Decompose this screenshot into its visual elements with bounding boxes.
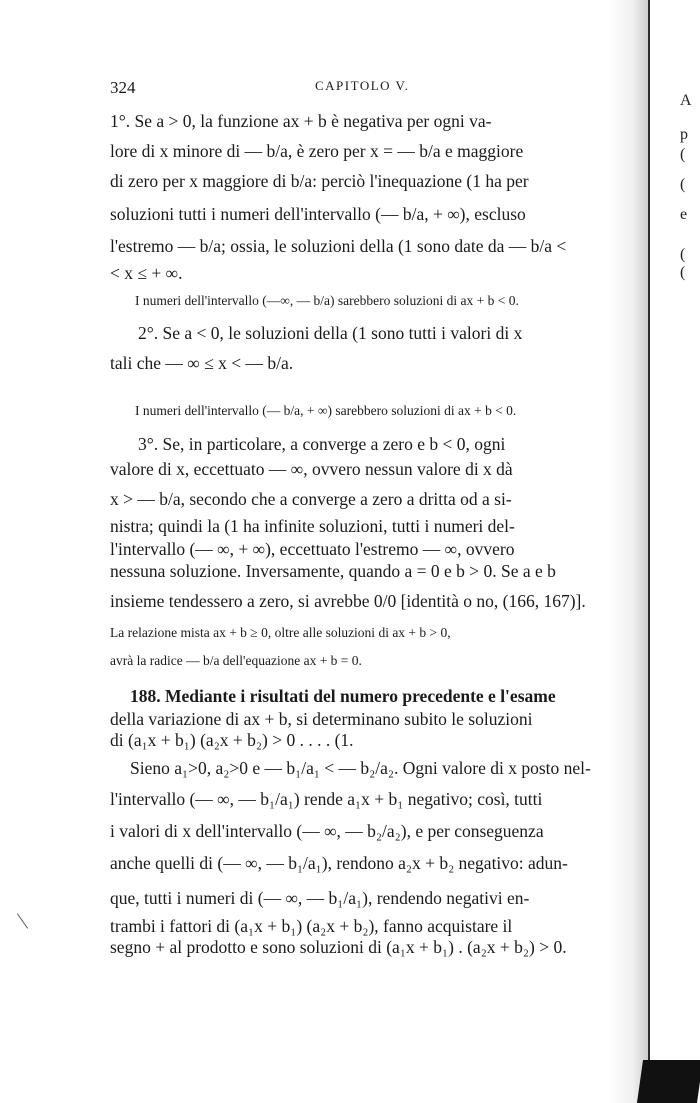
text-line: Sieno a₁>0, a₂>0 e — b₁/a₁ < — b₂/a₂. Ogni valore di x posto nel- bbox=[130, 758, 591, 778]
page-fold-shadow bbox=[608, 0, 650, 1103]
edge-glyph: A bbox=[680, 92, 692, 109]
text-line: que, tutti i numeri di (— ∞, — b₁/a₁), rendendo negativi en- bbox=[110, 888, 530, 908]
text-line: x > — b/a, secondo che a converge a zero a dritta od a si- bbox=[110, 489, 512, 509]
edge-glyph: ( bbox=[680, 176, 686, 193]
text-line: i valori di x dell'intervallo (— ∞, — b₂/a₂), e per conseguenza bbox=[110, 821, 544, 841]
text-line: l'intervallo (— ∞, — b₁/a₁) rende a₁x + b₁ negativo; così, tutti bbox=[110, 789, 543, 809]
text-line: della variazione di ax + b, si determinano subito le soluzioni bbox=[110, 709, 533, 729]
text-line: soluzioni tutti i numeri dell'intervallo (— b/a, + ∞), escluso bbox=[110, 204, 526, 224]
binding-shadow bbox=[637, 1060, 700, 1103]
text-line: anche quelli di (— ∞, — b₁/a₁), rendono a₂x + b₂ negativo: adun- bbox=[110, 853, 568, 873]
text-line: 3°. Se, in particolare, a converge a zero e b < 0, ogni bbox=[138, 434, 506, 454]
text-line: nistra; quindi la (1 ha infinite soluzioni, tutti i numeri del- bbox=[110, 516, 515, 536]
text-line: lore di x minore di — b/a, è zero per x = — b/a e maggiore bbox=[110, 141, 524, 161]
text-line: nessuna soluzione. Inversamente, quando a = 0 e b > 0. Se a e b bbox=[110, 561, 556, 581]
page-number: 324 bbox=[110, 78, 136, 97]
edge-glyph: ( bbox=[680, 246, 686, 263]
running-header bbox=[110, 78, 620, 102]
edge-glyph: ( bbox=[680, 146, 686, 163]
edge-glyph: ( bbox=[680, 264, 686, 281]
note-line: I numeri dell'intervallo (— b/a, + ∞) sarebbero soluzioni di ax + b < 0. bbox=[135, 403, 517, 418]
edge-glyph: e bbox=[680, 206, 688, 223]
text-line: insieme tendessero a zero, si avrebbe 0/0 [identità o no, (166, 167)]. bbox=[110, 591, 586, 611]
text-line: < x ≤ + ∞. bbox=[110, 263, 183, 283]
text-line: di (a₁x + b₁) (a₂x + b₂) > 0 . . . . (1. bbox=[110, 730, 354, 750]
chapter-title: CAPITOLO V. bbox=[315, 78, 410, 93]
text-line: tali che — ∞ ≤ x < — b/a. bbox=[110, 353, 294, 373]
text-line: segno + al prodotto e sono soluzioni di (a₁x + b₁) . (a₂x + b₂) > 0. bbox=[110, 937, 567, 957]
note-line: I numeri dell'intervallo (—∞, — b/a) sarebbero soluzioni di ax + b < 0. bbox=[135, 293, 519, 308]
text-line: l'estremo — b/a; ossia, le soluzioni della (1 sono date da — b/a < bbox=[110, 236, 567, 256]
text-line: l'intervallo (— ∞, + ∞), eccettuato l'estremo — ∞, ovvero bbox=[110, 539, 515, 559]
text-line: di zero per x maggiore di b/a: perciò l'inequazione (1 ha per bbox=[110, 171, 529, 191]
section-188-line: 188. Mediante i risultati del numero precedente e l'esame bbox=[130, 686, 556, 706]
text-line: 2°. Se a < 0, le soluzioni della (1 sono tutti i valori di x bbox=[138, 323, 523, 343]
note-line: La relazione mista ax + b ≥ 0, oltre alle soluzioni di ax + b > 0, bbox=[110, 625, 451, 640]
edge-glyph: p bbox=[680, 126, 688, 143]
note-line: avrà la radice — b/a dell'equazione ax + b = 0. bbox=[110, 653, 362, 668]
text-line: trambi i fattori di (a₁x + b₁) (a₂x + b₂), fanno acquistare il bbox=[110, 916, 513, 936]
text-line: 1°. Se a > 0, la funzione ax + b è negativa per ogni va- bbox=[110, 111, 492, 131]
text-line: valore di x, eccettuato — ∞, ovvero nessun valore di x dà bbox=[110, 459, 513, 479]
adjacent-page-strip bbox=[648, 0, 700, 1103]
